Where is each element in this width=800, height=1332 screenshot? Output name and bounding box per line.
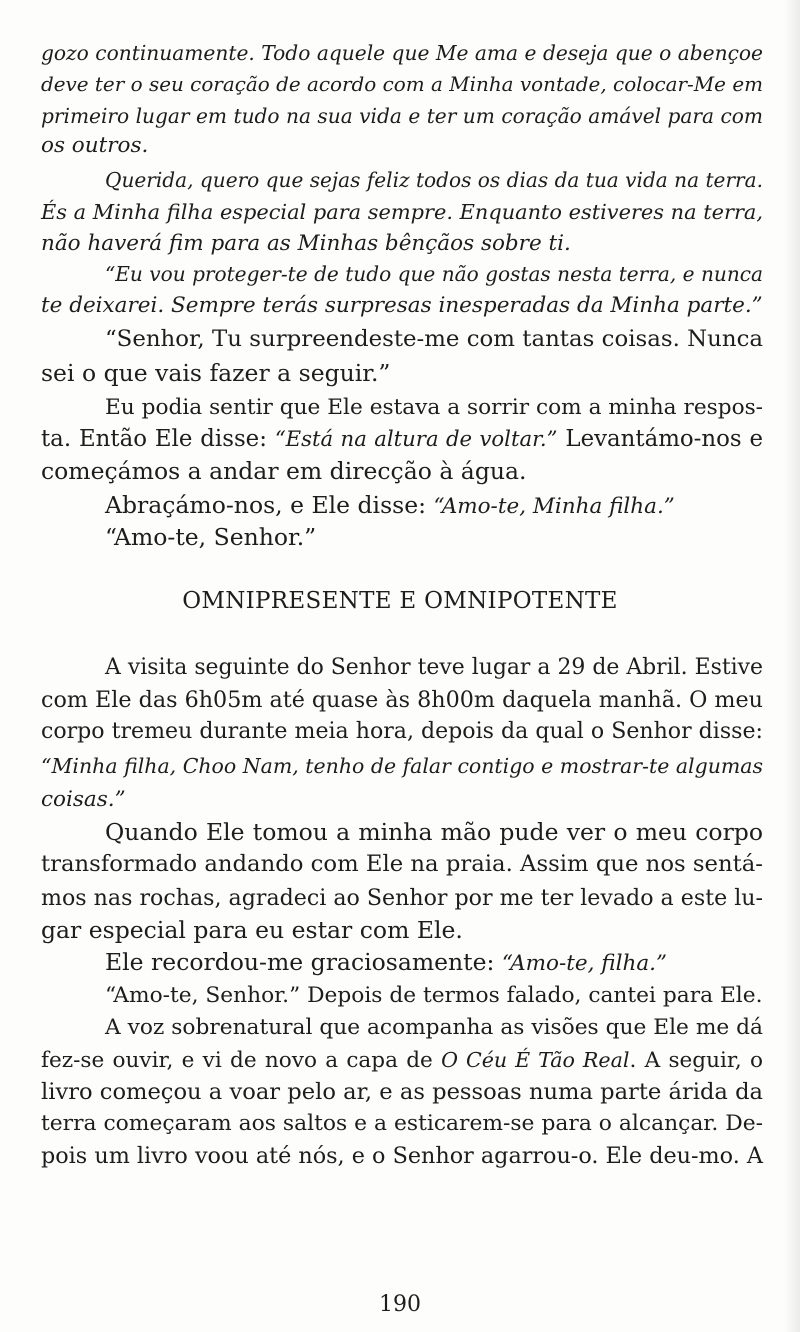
text-line: os outros.	[41, 133, 149, 158]
text-line	[41, 424, 763, 455]
text-line: coisas.”	[41, 787, 126, 812]
text-line	[41, 947, 800, 979]
text-line: livro começou a voar pelo ar, e as pessoas numa parte árida da	[41, 1079, 763, 1105]
text-line: És a Minha filha especial para sempre. Enquanto estiveres na terra,	[41, 200, 763, 224]
text-line: sei o que vais fazer a seguir.”	[41, 359, 391, 387]
text-line: A visita seguinte do Senhor teve lugar a 29 de Abril. Estive	[105, 655, 763, 680]
text-line: “Amo-te, Senhor.” Depois de termos falado, cantei para Ele.	[105, 983, 763, 1008]
italic-span: “Está na altura de voltar.”	[274, 427, 558, 452]
text-line: com Ele das 6h05m até quase às 8h00m daquela manhã. O meu	[41, 687, 763, 713]
text-line: Quando Ele tomou a minha mão pude ver o meu corpo	[105, 818, 763, 846]
text-span: ta. Então Ele disse:	[41, 426, 275, 452]
text-line: “Minha filha, Choo Nam, tenho de falar contigo e mostrar-te algumas	[41, 754, 763, 778]
text-line: terra começaram aos saltos e a esticarem-se para o alcançar. De-	[41, 1111, 763, 1136]
text-line	[41, 490, 800, 522]
text-line: gar especial para eu estar com Ele.	[41, 916, 463, 944]
text-line: gozo continuamente. Todo aquele que Me ama e deseja que o abençoe	[41, 41, 763, 65]
text-span: Ele recordou-me graciosamente:	[105, 948, 502, 976]
text-span: . A seguir, o	[629, 1048, 763, 1073]
page-edge-shadow	[784, 0, 800, 1332]
text-span: Levantámo-nos e	[557, 426, 763, 452]
section-heading: OMNIPRESENTE E OMNIPOTENTE	[182, 588, 618, 614]
text-line	[41, 1045, 763, 1076]
page-number: 190	[379, 1292, 421, 1317]
text-line: Eu podia sentir que Ele estava a sorrir com a minha respos-	[105, 395, 763, 420]
text-line: transformado andando com Ele na praia. Assim que nos sentá-	[41, 851, 763, 877]
italic-span: “Amo-te, Minha filha.”	[433, 494, 675, 519]
text-line: “Senhor, Tu surpreendeste-me com tantas coisas. Nunca	[105, 326, 763, 352]
text-line: “Amo-te, Senhor.”	[105, 523, 317, 551]
text-line: Querida, quero que sejas feliz todos os dias da tua vida na terra.	[105, 168, 763, 192]
text-line: corpo tremeu durante meia hora, depois da qual o Senhor disse:	[41, 719, 763, 744]
italic-span: O Céu É Tão Real	[441, 1048, 630, 1072]
text-span: Abraçámo-nos, e Ele disse:	[105, 491, 434, 519]
text-line: te deixarei. Sempre terás surpresas inesperadas da Minha parte.”	[41, 293, 763, 318]
text-line: A voz sobrenatural que acompanha as visões que Ele me dá	[105, 1015, 763, 1040]
text-span: fez-se ouvir, e vi de novo a capa de	[41, 1048, 442, 1073]
text-line: primeiro lugar em tudo na sua vida e ter um coração amável para com	[41, 104, 763, 128]
text-line: não haverá fim para as Minhas bênçãos sobre ti.	[41, 231, 571, 256]
italic-span: “Amo-te, filha.”	[501, 951, 668, 976]
text-line: deve ter o seu coração de acordo com a Minha vontade, colocar-Me em	[41, 73, 763, 96]
text-line: “Eu vou proteger-te de tudo que não gostas nesta terra, e nunca	[105, 262, 763, 286]
text-line: começámos a andar em direcção à água.	[41, 457, 527, 485]
text-line: pois um livro voou até nós, e o Senhor agarrou-o. Ele deu-mo. A	[41, 1143, 763, 1169]
text-line: mos nas rochas, agradeci ao Senhor por me ter levado a este lu-	[41, 885, 763, 911]
